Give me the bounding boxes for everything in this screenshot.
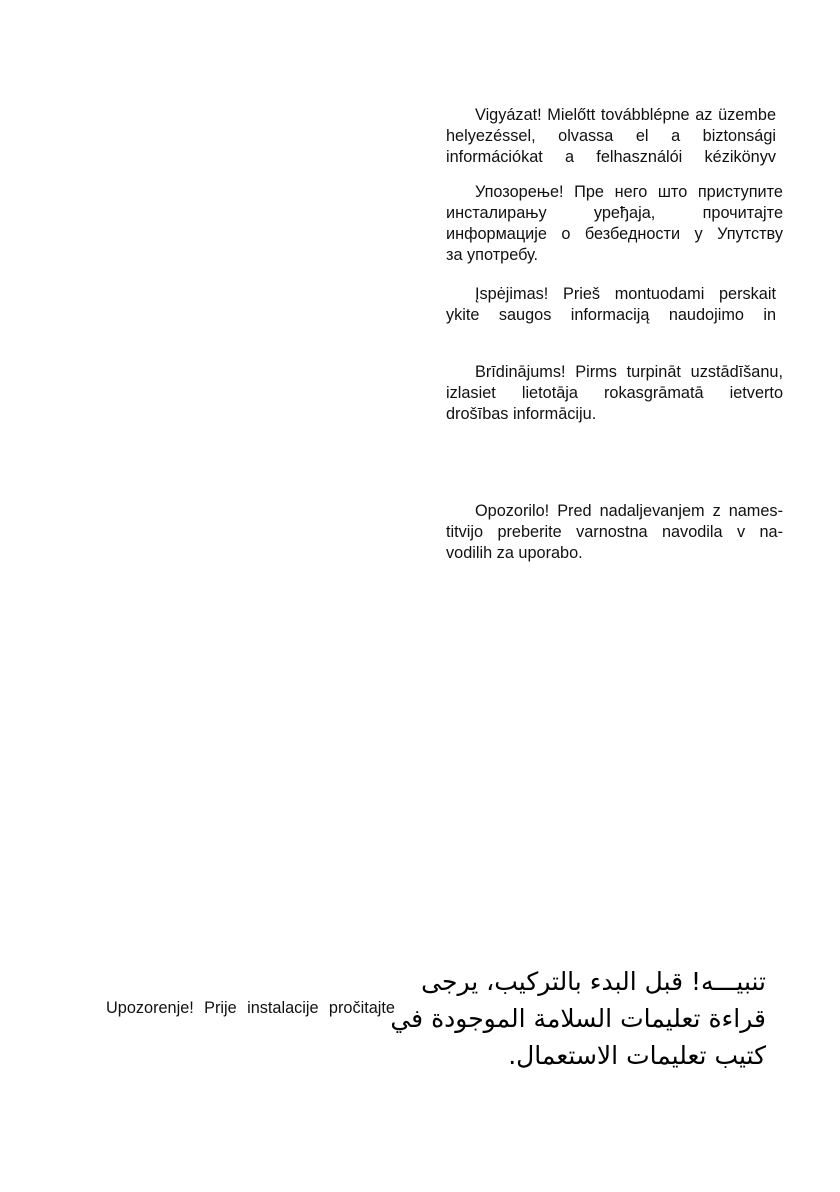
text-line: ykite saugos informaciją naudojimo in [446, 306, 776, 324]
warning-paragraph-slovenian [446, 501, 783, 564]
warning-paragraph-arabic [390, 963, 766, 1074]
text-line: titvijo preberite varnostna navodila v na- [446, 523, 783, 541]
text-line: تنبيـــه! قبل البدء بالتركيب، يرجى [421, 967, 766, 996]
text-line: Упозорење! Пре него што приступите [475, 183, 783, 201]
text-line: helyezéssel, olvassa el a biztonsági [446, 127, 776, 145]
text-line: drošības informāciju. [446, 405, 597, 423]
text-line: izlasiet lietotāja rokasgrāmatā ietverto [446, 384, 783, 402]
warning-paragraph-latvian [446, 362, 783, 425]
text-line: Opozorilo! Pred nadaljevanjem z names- [475, 502, 783, 520]
text-line: инсталирању уређаја, прочитајте [446, 204, 783, 222]
text-line: قراءة تعليمات السلامة الموجودة في [390, 1004, 766, 1033]
text-line: Brīdinājums! Pirms turpināt uzstādīšanu, [475, 363, 783, 381]
text-line: информације о безбедности у Упутству [446, 225, 783, 243]
warning-paragraph-croatian [106, 998, 395, 1019]
warning-paragraph-lithuanian [446, 284, 776, 326]
warning-paragraph-serbian [446, 182, 783, 266]
text-line: Vigyázat! Mielőtt továbblépne az üzembe [475, 106, 776, 124]
text-line: vodilih za uporabo. [446, 544, 583, 562]
text-line: információkat a felhasználói kézikönyv [446, 148, 776, 166]
text-line: Upozorenje! Prije instalacije pročitajte [106, 999, 395, 1017]
text-line: за употребу. [446, 246, 539, 264]
warning-paragraph-hungarian [446, 105, 776, 168]
text-line: Įspėjimas! Prieš montuodami perskait [475, 285, 776, 303]
text-line: كتيب تعليمات الاستعمال. [508, 1041, 766, 1070]
